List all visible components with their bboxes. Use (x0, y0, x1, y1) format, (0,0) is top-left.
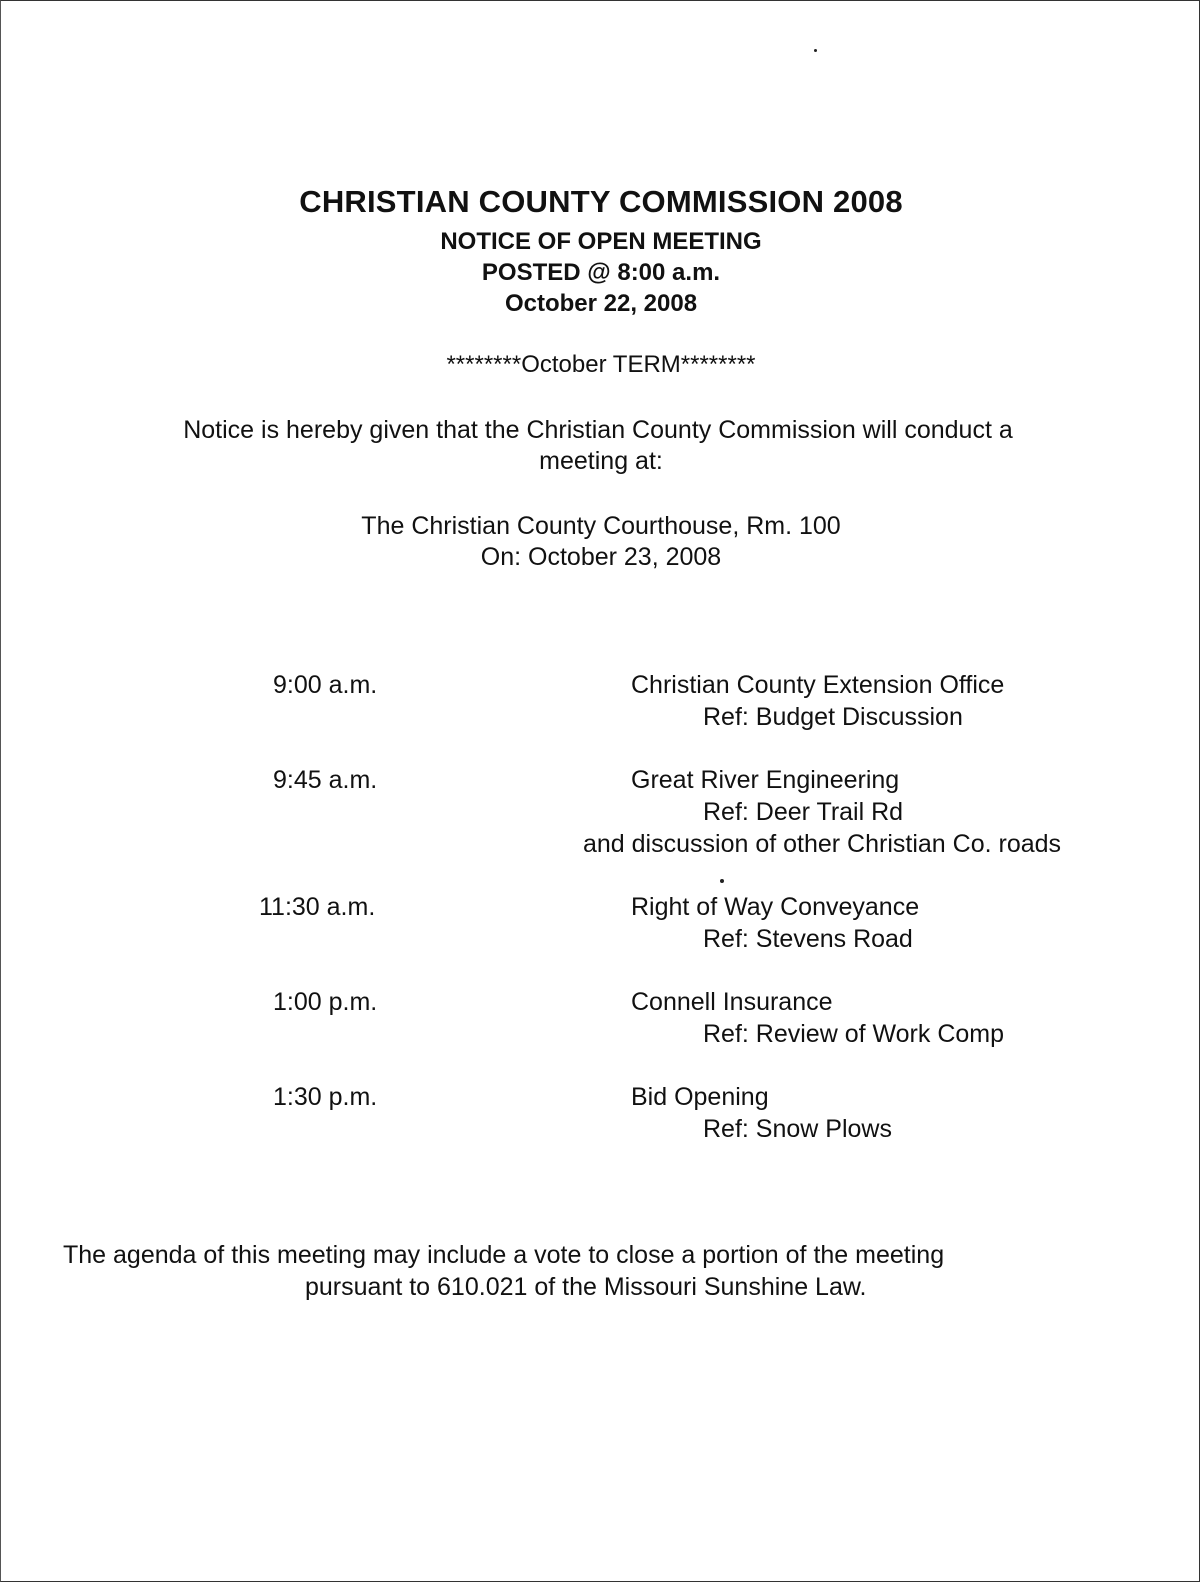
posted-date: October 22, 2008 (504, 290, 698, 317)
document-title: CHRISTIAN COUNTY COMMISSION 2008 (299, 184, 903, 219)
term-banner: ********October TERM******** (446, 351, 756, 378)
agenda-item (1, 764, 1200, 860)
footer-line-1: The agenda of this meeting may include a vote to close a portion of the meeting (63, 1241, 945, 1269)
agenda-item (1, 891, 1200, 955)
agenda-topic: Christian County Extension Office (631, 671, 1005, 699)
location-date: On: October 23, 2008 (480, 543, 722, 571)
agenda-ref: Ref: Stevens Road (703, 925, 913, 953)
agenda-item (1, 1081, 1200, 1145)
agenda-ref: Ref: Review of Work Comp (703, 1020, 1005, 1048)
scan-speck (814, 49, 817, 52)
agenda-extra-note: and discussion of other Christian Co. roads (583, 830, 1062, 858)
scan-speck (720, 879, 724, 883)
agenda-topic: Bid Opening (631, 1083, 769, 1111)
agenda-topic: Right of Way Conveyance (631, 893, 920, 921)
agenda-ref: Ref: Snow Plows (703, 1115, 892, 1143)
notice-paragraph (1, 415, 1200, 477)
notice-line-2: meeting at: (539, 447, 663, 475)
meeting-location (1, 511, 1200, 573)
notice-type: NOTICE OF OPEN MEETING (440, 228, 762, 255)
agenda-time: 1:30 p.m. (273, 1083, 378, 1111)
agenda-topic: Great River Engineering (631, 766, 900, 794)
agenda-ref: Ref: Deer Trail Rd (703, 798, 904, 826)
agenda-item (1, 669, 1200, 733)
agenda-topic: Connell Insurance (631, 988, 833, 1016)
agenda-time: 1:00 p.m. (273, 988, 378, 1016)
notice-line-1: Notice is hereby given that the Christian County Commission will conduct a (183, 416, 1013, 444)
posted-time: POSTED @ 8:00 a.m. (481, 259, 721, 286)
footer-line-2: pursuant to 610.021 of the Missouri Sunshine Law. (305, 1273, 867, 1301)
agenda-ref: Ref: Budget Discussion (703, 703, 963, 731)
agenda-time: 9:00 a.m. (273, 671, 378, 699)
location-place: The Christian County Courthouse, Rm. 100 (361, 512, 841, 540)
agenda-time: 11:30 a.m. (259, 893, 376, 921)
agenda-time: 9:45 a.m. (273, 766, 378, 794)
agenda-item (1, 986, 1200, 1050)
